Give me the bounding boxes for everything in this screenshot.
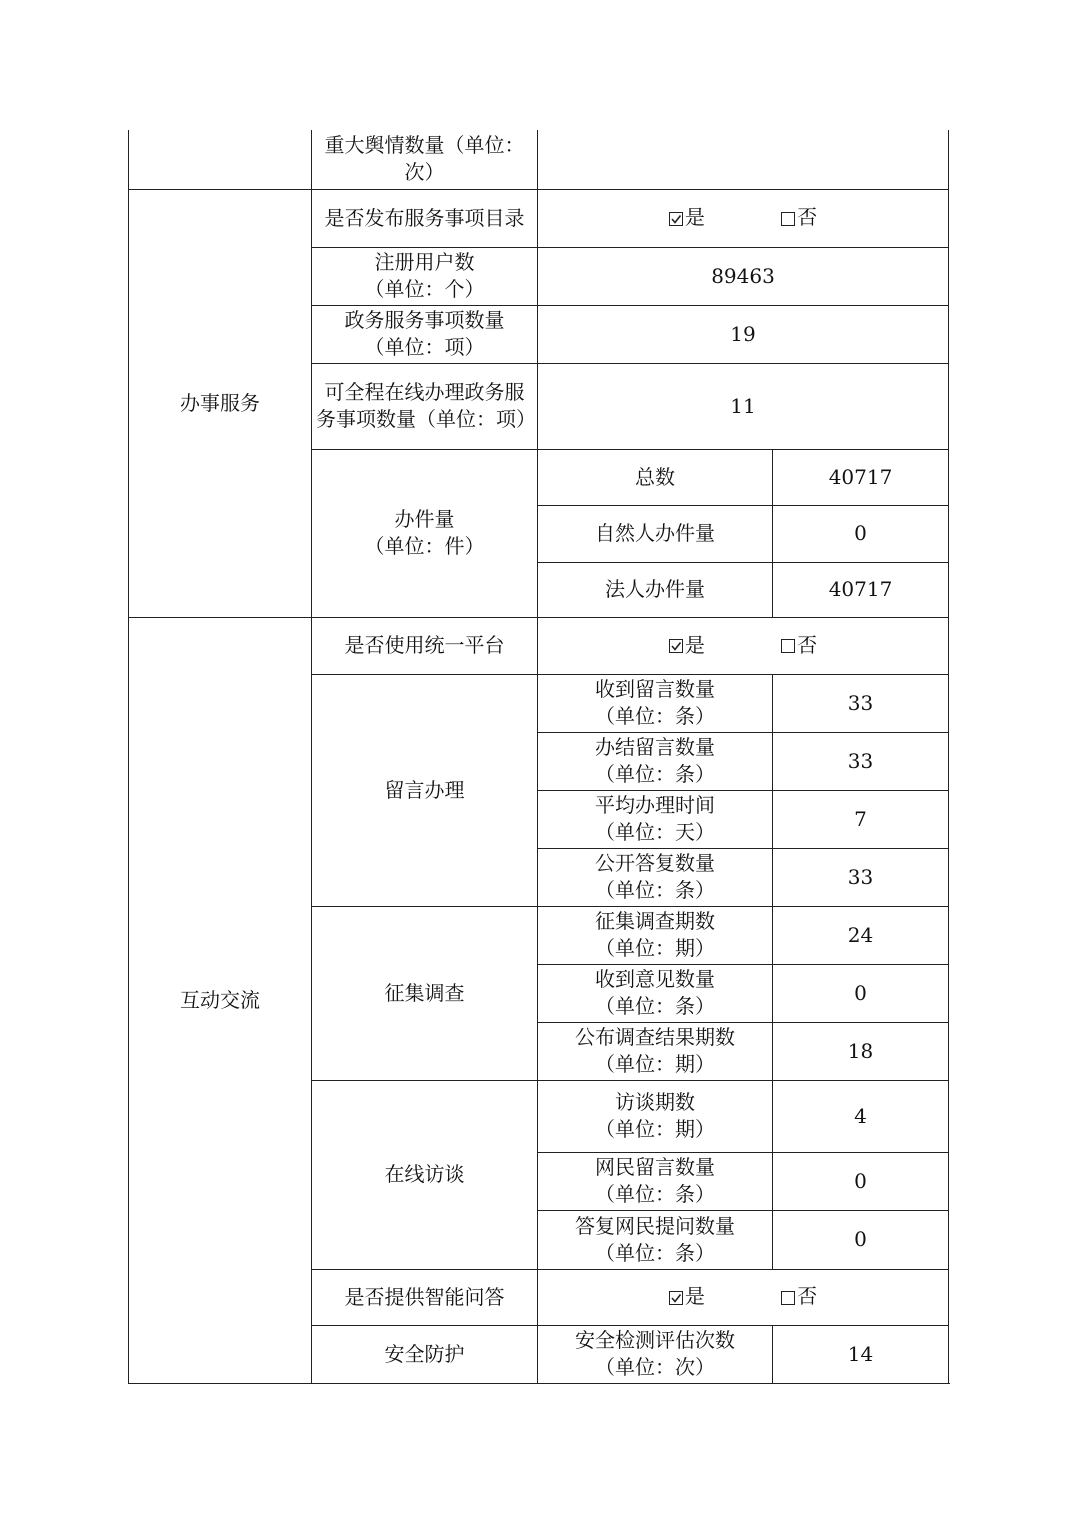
checked-box-icon[interactable] [669,1291,683,1305]
no-label: 否 [797,205,818,230]
survey-opinions-label: 收到意见数量 （单位：条） [538,964,773,1022]
unified-platform-row [129,617,949,674]
cases-natural-value: 0 [773,505,949,562]
avg-time-value: 7 [773,790,949,848]
major-sentiment-row [129,130,949,189]
no-option[interactable] [781,1283,817,1310]
yes-option[interactable] [669,632,705,659]
cases-label: 办件量 （单位：件） [312,449,538,617]
yes-label: 是 [684,205,705,230]
registered-users-value: 89463 [538,247,949,305]
yes-option[interactable] [669,204,705,231]
cases-total-label: 总数 [538,449,773,505]
messages-received-label: 收到留言数量 （单位：条） [538,674,773,732]
service-items-label: 政务服务事项数量 （单位：项） [312,305,538,363]
no-option[interactable] [781,632,817,659]
interview-periods-value: 4 [773,1080,949,1152]
category-security: 安全防护 [312,1325,538,1383]
answers-value: 0 [773,1210,949,1269]
no-option[interactable] [781,204,817,231]
cases-legal-label: 法人办件量 [538,562,773,617]
publish-catalog-row [129,189,949,247]
cases-legal-value: 40717 [773,562,949,617]
netizen-messages-label: 网民留言数量 （单位：条） [538,1152,773,1210]
online-items-value: 11 [538,363,949,449]
major-sentiment-value [538,130,949,189]
survey-periods-label: 征集调查期数 （单位：期） [538,906,773,964]
publish-catalog-label: 是否发布服务事项目录 [312,189,538,247]
netizen-messages-value: 0 [773,1152,949,1210]
checked-box-icon[interactable] [669,639,683,653]
smart-qa-choice [538,1269,949,1325]
registered-users-label: 注册用户数 （单位：个） [312,247,538,305]
cases-natural-label: 自然人办件量 [538,505,773,562]
messages-concluded-label: 办结留言数量 （单位：条） [538,732,773,790]
publish-catalog-choice [538,189,949,247]
yes-option[interactable] [669,1283,705,1310]
service-items-value: 19 [538,305,949,363]
smart-qa-label: 是否提供智能问答 [312,1269,538,1325]
empty-box-icon[interactable] [781,639,795,653]
category-interaction: 互动交流 [129,617,312,1383]
empty-box-icon[interactable] [781,1291,795,1305]
public-replies-value: 33 [773,848,949,906]
survey-opinions-value: 0 [773,964,949,1022]
security-assessments-label: 安全检测评估次数 （单位：次） [538,1325,773,1383]
empty-box-icon[interactable] [781,212,795,226]
messages-concluded-value: 33 [773,732,949,790]
avg-time-label: 平均办理时间 （单位：天） [538,790,773,848]
unified-platform-choice [538,617,949,674]
survey-periods-value: 24 [773,906,949,964]
messages-label: 留言办理 [312,674,538,906]
checked-box-icon[interactable] [669,212,683,226]
yes-label: 是 [684,632,705,657]
yes-label: 是 [684,1284,705,1309]
no-label: 否 [797,632,818,657]
online-items-label: 可全程在线办理政务服务事项数量（单位：项） [312,363,538,449]
survey-results-value: 18 [773,1022,949,1080]
security-assessments-value: 14 [773,1325,949,1383]
cases-total-value: 40717 [773,449,949,505]
survey-label: 征集调查 [312,906,538,1080]
no-label: 否 [797,1284,818,1309]
interview-label: 在线访谈 [312,1080,538,1269]
unified-platform-label: 是否使用统一平台 [312,617,538,674]
major-sentiment-label: 重大舆情数量（单位：次） [312,130,538,189]
category-service: 办事服务 [129,189,312,617]
survey-results-label: 公布调查结果期数 （单位：期） [538,1022,773,1080]
category-cell-empty [129,130,312,189]
government-website-stats-table [128,130,949,1384]
messages-received-value: 33 [773,674,949,732]
public-replies-label: 公开答复数量 （单位：条） [538,848,773,906]
answers-label: 答复网民提问数量 （单位：条） [538,1210,773,1269]
interview-periods-label: 访谈期数 （单位：期） [538,1080,773,1152]
